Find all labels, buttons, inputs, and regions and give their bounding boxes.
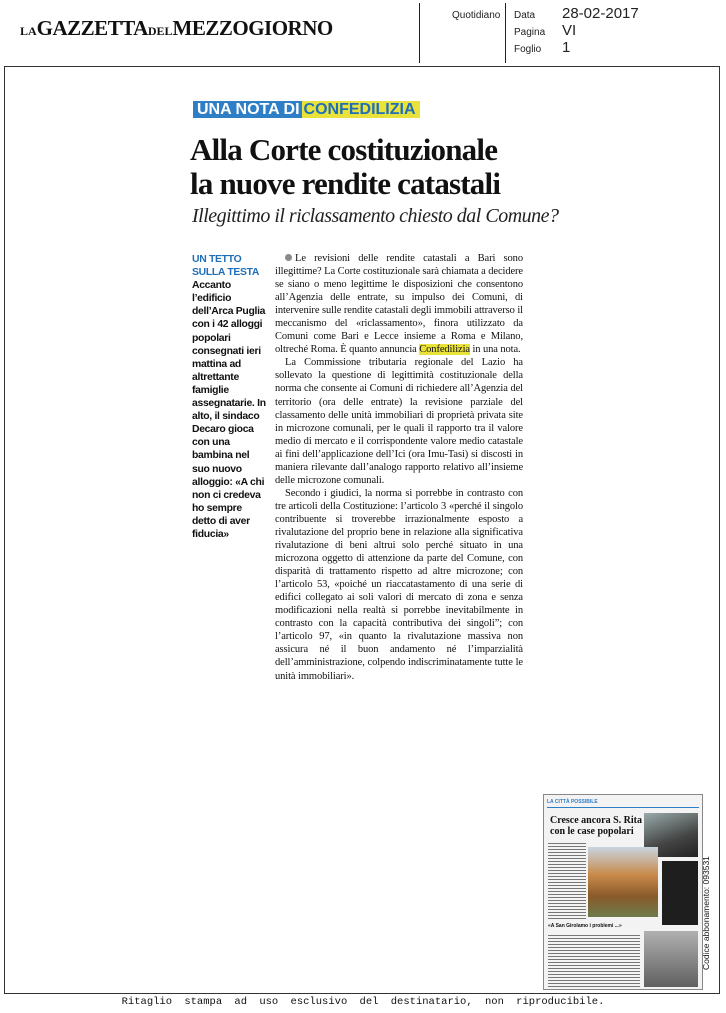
newspaper-logo: LAGAZZETTADELMEZZOGIORNO bbox=[20, 16, 333, 40]
footer-notice: Ritaglio stampa ad uso esclusivo del destinatario, non riproducibile. bbox=[121, 996, 605, 1008]
caption-title: SULLA TESTA bbox=[192, 267, 260, 279]
thumbnail-section: LA CITTÀ POSSIBILE bbox=[547, 799, 598, 805]
page-thumbnail bbox=[543, 794, 703, 990]
paragraph: La Commissione tributaria regionale del Lazio ha sollevato la questione di legittimità costituzionale della norma che consente ai Comuni di richiedere all’Agenzia del territorio (ora delle entrate) la revisione parziale del classamento delle unità immobiliari di proprietà privata site in microzone comunali, per le quali il rapporto tra il valore medio di mercato e il corrispondente valore medio catastale ai fini dell’applicazione dell’Ici (ora Imu-Tasi) si discosti in maniera rilevante dall’analogo rapporto relativo all’insieme delle microzone comunali. bbox=[275, 357, 523, 486]
thumbnail-text-column bbox=[548, 935, 640, 987]
highlighted-name: Confedilizia bbox=[419, 344, 470, 356]
article-body bbox=[275, 252, 523, 683]
paragraph: Secondo i giudici, la norma si porrebbe in contrasto con tre articoli della Costituzione: l’articolo 3 «perché il singolo contribuente si troverebbe irrazionalmente esposto a rivalutazione del proprio bene in relazione alla significativa rivalutazione di beni altrui solo perché situato in una microzona oggetto di attenzione da parte del Comune, con disparità di trattamento rispetto ad altre microzone; con l’articolo 53, «poiché un riaccatastamento di una serie di edifici collegato ai soli valori di mercato di zona e senza modificazioni nella realtà si porrebbe inevitabilmente in contrasto con la capacità contributiva dei singoli”; con l’articolo 97, «in quanto la rivalutazione massiva non assicura né il buon andamento né l’imparzialità dell’amministrazione, colpendo indiscriminatamente tutte le unità immobiliari». bbox=[275, 487, 523, 682]
date-label: Data bbox=[514, 10, 536, 21]
bullet-icon bbox=[285, 254, 292, 261]
thumbnail-text-column bbox=[548, 843, 586, 921]
caption-text: Accanto l’edificio dell’Arca Puglia con i 42 alloggi popolari consegnati ieri mattina ad altrettante famiglie assegnatarie. In alto, il sindaco Decaro gioca con una bambina nel suo nuovo alloggio: «A chi non ci credeva ho sempre detto di aver fiducia» bbox=[192, 280, 266, 540]
article-kicker: UNA NOTA DI CONFEDILIZIA bbox=[193, 101, 420, 119]
publication-type: Quotidiano bbox=[452, 10, 501, 21]
thumbnail-subheadline: «A San Girolamo i problemi ...» bbox=[548, 923, 622, 929]
thumbnail-photo bbox=[588, 847, 658, 917]
header-divider bbox=[419, 3, 420, 63]
sheet-value: 1 bbox=[562, 39, 571, 56]
subscription-code: Codice abbonamento: 093531 bbox=[701, 856, 711, 970]
caption-title: UN TETTO bbox=[192, 254, 242, 265]
thumbnail-photo bbox=[644, 931, 698, 987]
paragraph: Le revisioni delle rendite catastali a Bari sono illegittime? La Corte costituzionale sarà chiamata a decidere se siano o meno legittime le disposizioni che consentono all’Agenzia delle entrate, su impulso dei Comuni, di intervenire sulle rendite catastali degli immobili attraverso il meccanismo del «riclassamento», finora utilizzato da Comuni come Bari e Lecce insieme a Roma e Milano, oltreché Roma. È quanto annuncia Confedilizia in una nota. bbox=[275, 253, 523, 356]
header-divider bbox=[505, 3, 506, 63]
page-label: Pagina bbox=[514, 27, 546, 38]
article-subhead: Illegittimo il riclassamento chiesto dal Comune? bbox=[192, 205, 559, 227]
sheet-label: Foglio bbox=[514, 44, 542, 55]
article-headline: Alla Corte costituzionale la nuove rendite catastali bbox=[190, 132, 501, 201]
thumbnail-headline: Cresce ancora S. Rita con le case popolari bbox=[550, 815, 643, 837]
page-value: VI bbox=[562, 22, 577, 39]
photo-caption bbox=[192, 253, 268, 541]
date-value: 28-02-2017 bbox=[562, 5, 639, 22]
thumbnail-rule bbox=[547, 807, 699, 808]
thumbnail-dark-box bbox=[662, 861, 698, 925]
